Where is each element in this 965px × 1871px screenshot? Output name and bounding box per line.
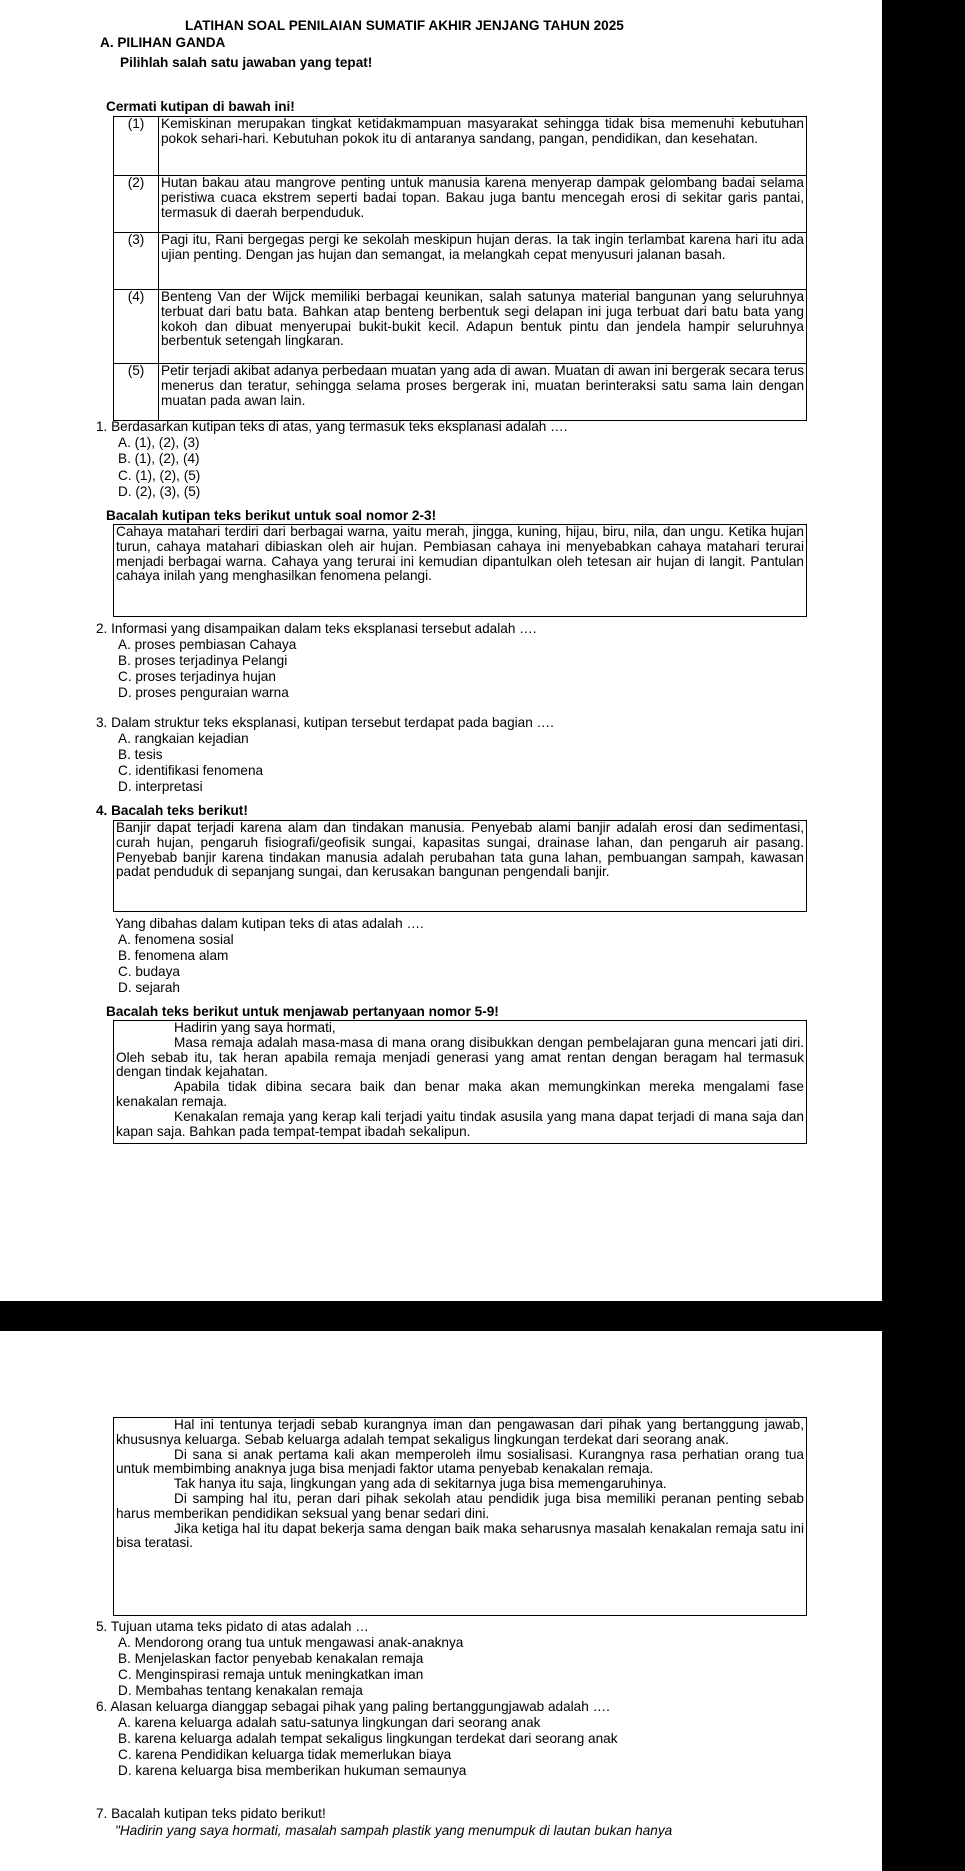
question-6: 6. Alasan keluarga dianggap sebagai pihak yang paling bertanggungjawab adalah …. — [96, 1699, 610, 1714]
q3-option-d: D. interpretasi — [118, 779, 203, 794]
row-number: (2) — [114, 176, 159, 233]
speech-paragraph: Di sana si anak pertama kali akan memperoleh ilmu sosialisasi. Kurangnya rasa perhatian orang tua untuk membimbing anaknya juga bisa menjadi faktor utama penyebab kenakalan remaja. — [116, 1446, 804, 1477]
q23-intro: Bacalah kutipan teks berikut untuk soal nomor 2-3! — [106, 508, 437, 523]
q2-option-c: C. proses terjadinya hujan — [118, 669, 276, 684]
passage-text: Cahaya matahari terdiri dari berbagai warna, yaitu merah, jingga, kuning, hijau, biru, nila, dan ungu. Ketika hujan turun, cahaya matahari dibiaskan oleh air hujan. Pembiasan cahaya ini menyebabkan cahaya matahari terurai menjadi berbagai warna. Cahaya yang terurai ini kemudian dipantulkan oleh tetesan air hujan di langit. Pantulan cahaya inilah yang menghasilkan fenomena pelangi. — [116, 524, 804, 584]
passage-text: Banjir dapat terjadi karena alam dan tindakan manusia. Penyebab alami banjir adalah erosi dan sedimentasi, curah hujan, pengaruh fisiografi/geofisik sungai, kapasitas sungai, drainase lahan, dan pengaruh air pasang. Penyebab banjir karena tindakan manusia adalah perubahan tata guna lahan, pembuangan sampah, kawasan padat penduduk di sepanjang sungai, dan kerusakan bangunan pengendali banjir. — [116, 820, 804, 880]
speech-paragraph: Hal ini tentunya terjadi sebab kurangnya iman dan pengawasan dari pihak yang bertanggung jawab, khususnya keluarga. Sebab keluarga adalah tempat sekaligus lingkungan terdekat dari seorang anak. — [116, 1417, 804, 1447]
instruction: Pilihlah salah satu jawaban yang tepat! — [120, 55, 373, 70]
q3-option-a: A. rangkaian kejadian — [118, 731, 249, 746]
excerpt-table — [113, 116, 807, 421]
page-2 — [0, 1331, 882, 1871]
table-row — [114, 290, 807, 364]
section-heading: A. PILIHAN GANDA — [100, 35, 226, 50]
question-3: 3. Dalam struktur teks eksplanasi, kutipan tersebut terdapat pada bagian …. — [96, 715, 554, 730]
speech-paragraph: Apabila tidak dibina secara baik dan benar maka akan memungkinkan mereka mengalami fase kenakalan remaja. — [116, 1079, 804, 1109]
q4-option-b: B. fenomena alam — [118, 948, 229, 963]
row-text: Pagi itu, Rani bergegas pergi ke sekolah meskipun hujan deras. Ia tak ingin terlambat karena hari itu ada ujian penting. Dengan jas hujan dan semangat, ia melangkah cepat menyusuri jalanan basah. — [159, 233, 807, 290]
row-number: (4) — [114, 290, 159, 364]
q4-option-d: D. sejarah — [118, 980, 180, 995]
speech-paragraph: Kenakalan remaja yang kerap kali terjadi yaitu tindak asusila yang mana dapat terjadi di mana saja dan kapan saja. Bahkan pada tempat-tempat ibadah sekalipun. — [116, 1108, 804, 1139]
row-number: (1) — [114, 117, 159, 176]
speech-paragraph: Tak hanya itu saja, lingkungan yang ada di sekitarnya juga bisa memengaruhinya. — [174, 1476, 667, 1492]
question-2: 2. Informasi yang disampaikan dalam teks eksplanasi tersebut adalah …. — [96, 621, 537, 636]
row-text: Hutan bakau atau mangrove penting untuk manusia karena menyerap dampak gelombang badai selama peristiwa cuaca ekstrem seperti badai topan. Bakau juga bantu mencegah erosi di sekitar garis pantai, termasuk di daerah berpenduduk. — [159, 176, 807, 233]
q2-option-d: D. proses penguraian warna — [118, 685, 289, 700]
q1-intro: Cermati kutipan di bawah ini! — [106, 99, 295, 114]
passage-rainbow — [113, 524, 807, 617]
q5-option-c: C. Menginspirasi remaja untuk meningkatkan iman — [118, 1667, 424, 1682]
row-text: Kemiskinan merupakan tingkat ketidakmampuan masyarakat sehingga tidak bisa memenuhi kebutuhan pokok sehari-hari. Kebutuhan pokok itu di antaranya sandang, pangan, pendidikan, dan kesehatan. — [159, 117, 807, 176]
q5-option-b: B. Menjelaskan factor penyebab kenakalan remaja — [118, 1651, 424, 1666]
speech-paragraph: Masa remaja adalah masa-masa di mana orang disibukkan dengan pembelajaran guna mencari jati diri. Oleh sebab itu, tak heran apabila remaja menjadi generasi yang amat rentan dengan beragam hal termasuk dengan tindak kejahatan. — [116, 1034, 804, 1080]
speech-part-2 — [113, 1417, 807, 1616]
speech-paragraph: Jika ketiga hal itu dapat bekerja sama dengan baik maka seharusnya masalah kenakalan remaja satu ini bisa teratasi. — [116, 1520, 804, 1551]
question-1: 1. Berdasarkan kutipan teks di atas, yang termasuk teks eksplanasi adalah …. — [96, 419, 568, 434]
q6-option-a: A. karena keluarga adalah satu-satunya lingkungan dari seorang anak — [118, 1715, 541, 1730]
q7-quote: "Hadirin yang saya hormati, masalah sampah plastik yang menumpuk di lautan bukan hanya — [115, 1823, 673, 1838]
q4-option-c: C. budaya — [118, 964, 180, 979]
row-text: Benteng Van der Wijck memiliki berbagai keunikan, salah satunya material bangunan yang seluruhnya terbuat dari batu bata. Bahkan atap benteng berbentuk segi delapan ini juga terbuat dari batu bata yang kokoh dan dibuat menyerupai bukit-bukit kecil. Adapun bentuk pintu dan jendela hampir seluruhnya berbentuk setengah lingkaran. — [159, 290, 807, 364]
speech-paragraph: Di samping hal itu, peran dari pihak sekolah atau pendidik juga bisa memiliki peranan penting sebab harus memberikan pendidikan seksual yang benar sedari dini. — [116, 1490, 804, 1521]
q5-option-a: A. Mendorong orang tua untuk mengawasi anak-anaknya — [118, 1635, 464, 1650]
row-number: (3) — [114, 233, 159, 290]
q59-intro: Bacalah teks berikut untuk menjawab pertanyaan nomor 5-9! — [106, 1004, 499, 1019]
q3-option-c: C. identifikasi fenomena — [118, 763, 264, 778]
q6-option-d: D. karena keluarga bisa memberikan hukuman semaunya — [118, 1763, 467, 1778]
q4-intro: 4. Bacalah teks berikut! — [96, 803, 248, 818]
q1-option-d: D. (2), (3), (5) — [118, 484, 201, 499]
q6-option-c: C. karena Pendidikan keluarga tidak memerlukan biaya — [118, 1747, 452, 1762]
q2-option-a: A. proses pembiasan Cahaya — [118, 637, 297, 652]
q2-option-b: B. proses terjadinya Pelangi — [118, 653, 288, 668]
speech-paragraph: Hadirin yang saya hormati, — [174, 1020, 336, 1035]
question-4: Yang dibahas dalam kutipan teks di atas adalah …. — [115, 916, 424, 931]
table-row — [114, 176, 807, 233]
question-5: 5. Tujuan utama teks pidato di atas adalah … — [96, 1619, 369, 1634]
row-text: Petir terjadi akibat adanya perbedaan muatan yang ada di awan. Muatan di awan ini bergerak secara terus menerus dan teratur, sehingga selama proses bergerak ini, muatan berinteraksi satu sama lain dengan muatan pada awan lain. — [159, 364, 807, 421]
passage-flood — [113, 820, 807, 912]
q5-option-d: D. Membahas tentang kenakalan remaja — [118, 1683, 363, 1698]
question-7: 7. Bacalah kutipan teks pidato berikut! — [96, 1806, 326, 1821]
speech-part-1 — [113, 1020, 807, 1144]
q3-option-b: B. tesis — [118, 747, 163, 762]
exam-title: LATIHAN SOAL PENILAIAN SUMATIF AKHIR JENJANG TAHUN 2025 — [185, 18, 624, 33]
q4-option-a: A. fenomena sosial — [118, 932, 234, 947]
row-number: (5) — [114, 364, 159, 421]
q1-option-a: A. (1), (2), (3) — [118, 435, 200, 450]
q1-option-c: C. (1), (2), (5) — [118, 468, 201, 483]
table-row — [114, 117, 807, 176]
table-row — [114, 364, 807, 421]
q6-option-b: B. karena keluarga adalah tempat sekaligus lingkungan terdekat dari seorang anak — [118, 1731, 618, 1746]
table-row — [114, 233, 807, 290]
q1-option-b: B. (1), (2), (4) — [118, 451, 200, 466]
